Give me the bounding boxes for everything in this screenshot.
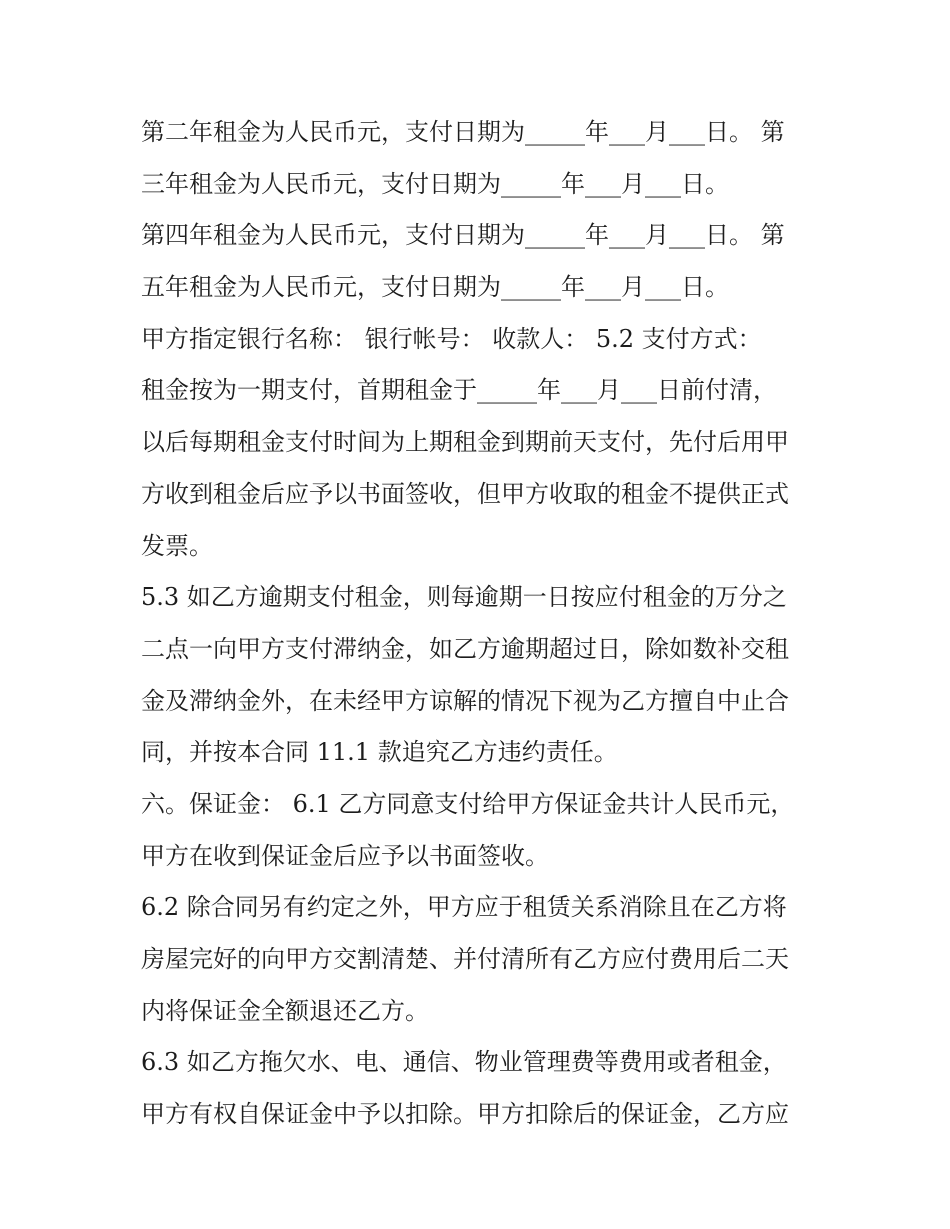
text-line: 6.3 如乙方拖欠水、电、通信、物业管理费等费用或者租金，	[141, 1048, 787, 1077]
text-line: 甲方在收到保证金后应予以书面签收。	[141, 841, 549, 870]
contract-body	[141, 107, 821, 1141]
text-line: 五年租金为人民币元，支付日期为_____年___月___日。	[141, 273, 729, 302]
text-line: 房屋完好的向甲方交割清楚、并付清所有乙方应付费用后二天	[141, 945, 789, 973]
text-line: 二点一向甲方支付滞纳金，如乙方逾期超过日，除如数补交租	[141, 634, 789, 663]
text-line: 三年租金为人民币元，支付日期为_____年___月___日。	[141, 169, 729, 198]
text-line: 以后每期租金支付时间为上期租金到期前天支付，先付后用甲	[141, 428, 789, 457]
text-line: 发票。	[141, 531, 213, 560]
text-line: 5.3 如乙方逾期支付租金，则每逾期一日按应付租金的万分之	[141, 583, 787, 612]
text-line: 六。保证金： 6.1 乙方同意支付给甲方保证金共计人民币元，	[141, 789, 795, 818]
text-line: 第二年租金为人民币元，支付日期为_____年___月___日。 第	[141, 118, 785, 146]
text-line: 6.2 除合同另有约定之外，甲方应于租赁关系消除且在乙方将	[141, 893, 787, 922]
text-line: 金及滞纳金外，在未经甲方谅解的情况下视为乙方擅自中止合	[141, 686, 789, 715]
text-line: 内将保证金全额退还乙方。	[141, 996, 429, 1025]
text-line: 甲方指定银行名称： 银行帐号： 收款人： 5.2 支付方式：	[141, 324, 762, 353]
text-line: 甲方有权自保证金中予以扣除。甲方扣除后的保证金，乙方应	[141, 1100, 789, 1129]
text-line: 租金按为一期支付，首期租金于_____年___月___日前付清，	[141, 376, 777, 405]
text-line: 方收到租金后应予以书面签收，但甲方收取的租金不提供正式	[141, 479, 789, 508]
text-line: 第四年租金为人民币元，支付日期为_____年___月___日。 第	[141, 221, 785, 250]
text-line: 同，并按本合同 11.1 款追究乙方违约责任。	[141, 738, 618, 767]
